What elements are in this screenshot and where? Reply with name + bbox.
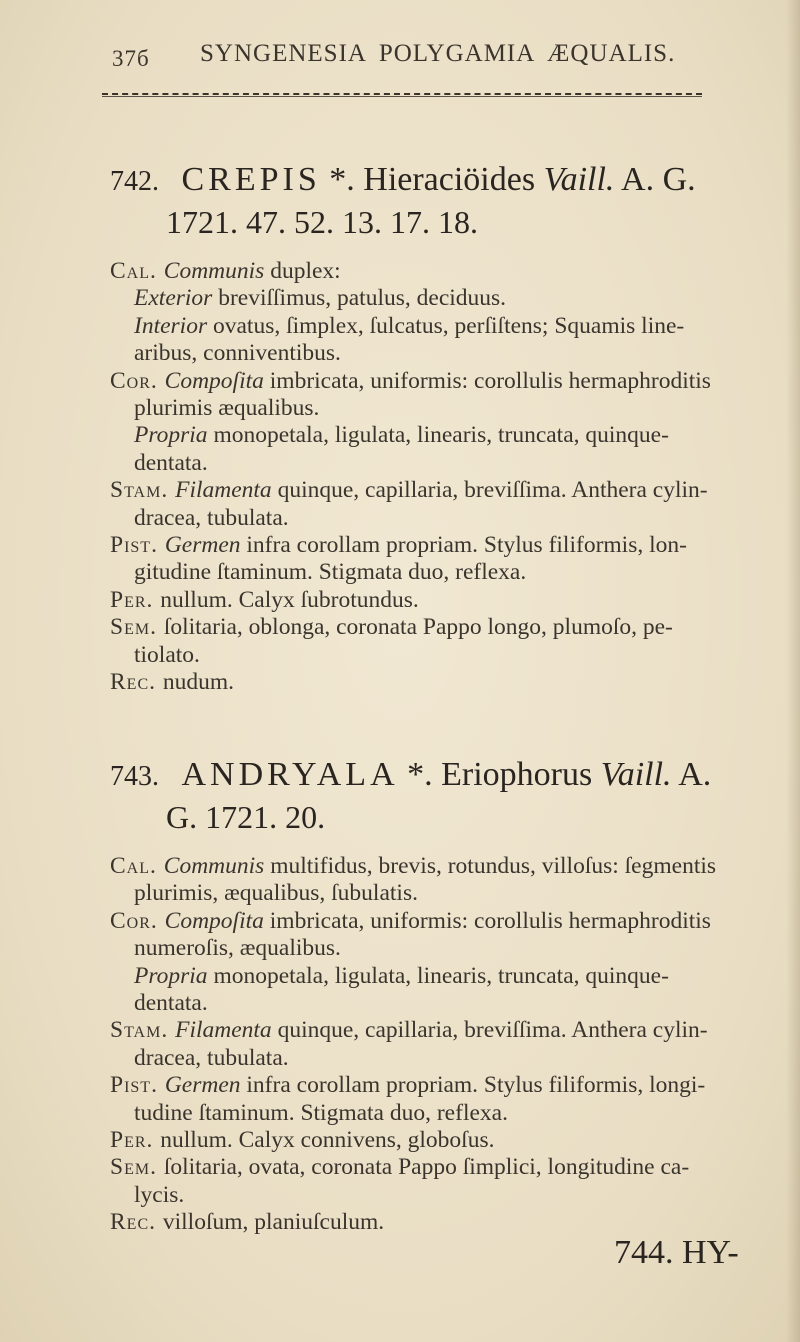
part-label: Rec. <box>110 669 163 696</box>
running-title: SYNGENESIA POLYGAMIA ÆQUALIS. <box>200 40 676 67</box>
part-text: plurimis, æqualibus, ſubulatis. <box>134 880 418 907</box>
description-line <box>110 1072 800 1099</box>
part-label: Sem. <box>110 1154 164 1181</box>
entry-description <box>110 853 800 1237</box>
part-text: duplex: <box>264 258 341 284</box>
part-term: Filamenta <box>175 1017 272 1044</box>
part-term: Communis <box>163 258 265 284</box>
description-line <box>110 1017 800 1044</box>
entry-number: 743. <box>110 761 159 792</box>
running-header <box>112 34 732 74</box>
description-line <box>110 669 800 696</box>
part-label: Cal. <box>110 258 164 284</box>
part-label: Per. <box>110 586 161 613</box>
description-line <box>110 1045 800 1072</box>
catchword: 744. HY- <box>614 1234 739 1271</box>
part-text: numeroſis, æqualibus. <box>134 935 341 962</box>
part-term: Propria <box>134 422 208 449</box>
header-rule <box>102 93 702 95</box>
part-text: aribus, conniventibus. <box>134 340 341 367</box>
author: Vaill. <box>600 756 672 793</box>
entry-heading <box>110 755 800 837</box>
part-text: tudine ſtaminum. Stigmata duo, reflexa. <box>134 1099 508 1126</box>
part-text: dracea, tubulata. <box>134 504 289 531</box>
description-line <box>110 853 800 880</box>
part-text: imbricata, uniformis: corollulis hermaphroditis <box>263 367 711 394</box>
entry-description <box>110 258 800 697</box>
description-line <box>110 313 800 340</box>
description-line <box>110 908 800 935</box>
genus-name: CREPIS <box>181 161 321 198</box>
part-text: quinque, capillaria, breviſſima. Anthera cylin- <box>271 477 708 504</box>
part-text: ſolitaria, oblonga, coronata Pappo longo, plumoſo, pe- <box>163 614 673 641</box>
part-text: infra corollam propriam. Stylus filiformis, longi- <box>240 1072 706 1099</box>
entry-heading <box>110 160 800 242</box>
description-line <box>110 1154 800 1181</box>
synonym: Eriophorus <box>441 756 593 793</box>
part-text: plurimis æqualibus. <box>134 395 320 422</box>
part-text: dracea, tubulata. <box>134 1044 289 1071</box>
asterisk-mark: *. <box>329 161 355 198</box>
part-label: Per. <box>110 1127 161 1154</box>
part-label: Pist. <box>110 1072 165 1099</box>
part-text: breviſſimus, patulus, deciduus. <box>212 285 507 312</box>
description-line <box>110 505 800 532</box>
description-line <box>110 614 800 641</box>
part-text: dentata. <box>134 990 208 1017</box>
description-line <box>110 395 800 422</box>
reference-tail: A. <box>678 756 712 793</box>
description-line <box>110 477 800 504</box>
entry-number: 742. <box>110 166 159 197</box>
description-line <box>110 642 800 669</box>
page-edge-shadow <box>786 0 800 1342</box>
description-line <box>110 1100 800 1127</box>
part-term: Communis <box>163 853 265 879</box>
genus-name: ANDRYALA <box>181 756 399 793</box>
part-label: Rec. <box>110 1209 163 1236</box>
part-label: Sem. <box>110 614 164 641</box>
part-term: Germen <box>164 1072 241 1099</box>
part-text: nudum. <box>162 669 235 696</box>
part-text: villoſum, planiuſculum. <box>162 1209 385 1236</box>
part-label: Cal. <box>110 853 164 879</box>
part-text: monopetala, ligulata, linearis, truncata, quinque- <box>207 962 669 989</box>
part-label: Cor. <box>110 367 165 394</box>
part-text: lycis. <box>134 1181 185 1208</box>
part-text: nullum. Calyx connivens, globoſus. <box>160 1127 495 1154</box>
author: Vaill. <box>543 161 615 198</box>
part-term: Interior <box>134 312 208 339</box>
part-label: Stam. <box>110 477 176 504</box>
part-text: infra corollam propriam. Stylus filiformis, lon- <box>240 532 687 559</box>
genus-entry-crepis <box>110 160 800 697</box>
part-text: tiolato. <box>134 641 200 668</box>
part-label: Pist. <box>110 532 165 559</box>
part-term: Compoſita <box>164 907 264 934</box>
description-line <box>110 368 800 395</box>
part-term: Propria <box>134 962 208 989</box>
part-text: ſolitaria, ovata, coronata Pappo ſimplici, longitudine ca- <box>163 1154 690 1181</box>
part-text: monopetala, ligulata, linearis, truncata, quinque- <box>207 422 669 449</box>
description-line <box>110 990 800 1017</box>
part-text: ovatus, ſimplex, ſulcatus, perſiſtens; Squamis line- <box>207 312 685 339</box>
description-line <box>110 1127 800 1154</box>
part-text: multifidus, brevis, rotundus, villoſus: ſegmentis <box>264 853 717 879</box>
part-text: gitudine ſtaminum. Stigmata duo, reflexa. <box>134 559 527 586</box>
page-number: 37б <box>112 46 150 71</box>
description-line <box>110 880 800 907</box>
description-line <box>110 559 800 586</box>
description-line <box>110 935 800 962</box>
part-term: Compoſita <box>164 367 264 394</box>
part-term: Germen <box>164 532 241 559</box>
description-line <box>110 1182 800 1209</box>
part-label: Cor. <box>110 907 165 934</box>
reference-line: G. 1721. 20. <box>166 799 326 835</box>
header-rule-line <box>102 96 702 97</box>
genus-entry-andryala <box>110 755 800 1237</box>
part-term: Filamenta <box>175 477 272 504</box>
description-line <box>110 963 800 990</box>
synonym: Hieraciöides <box>363 161 536 198</box>
description-line <box>110 587 800 614</box>
description-line <box>110 450 800 477</box>
part-text: nullum. Calyx ſubrotundus. <box>160 586 419 613</box>
part-label: Stam. <box>110 1017 176 1044</box>
part-text: dentata. <box>134 449 208 476</box>
asterisk-mark: *. <box>407 756 433 793</box>
description-line <box>110 422 800 449</box>
description-line <box>110 1209 800 1236</box>
part-text: quinque, capillaria, breviſſima. Anthera cylin- <box>271 1017 708 1044</box>
description-line <box>110 285 800 312</box>
reference-line: 1721. 47. 52. 13. 17. 18. <box>166 204 478 240</box>
part-term: Exterior <box>134 285 213 312</box>
description-line <box>110 340 800 367</box>
description-line <box>110 532 800 559</box>
reference-tail: A. G. <box>621 161 696 198</box>
part-text: imbricata, uniformis: corollulis hermaphroditis <box>263 907 711 934</box>
description-line <box>110 258 800 285</box>
